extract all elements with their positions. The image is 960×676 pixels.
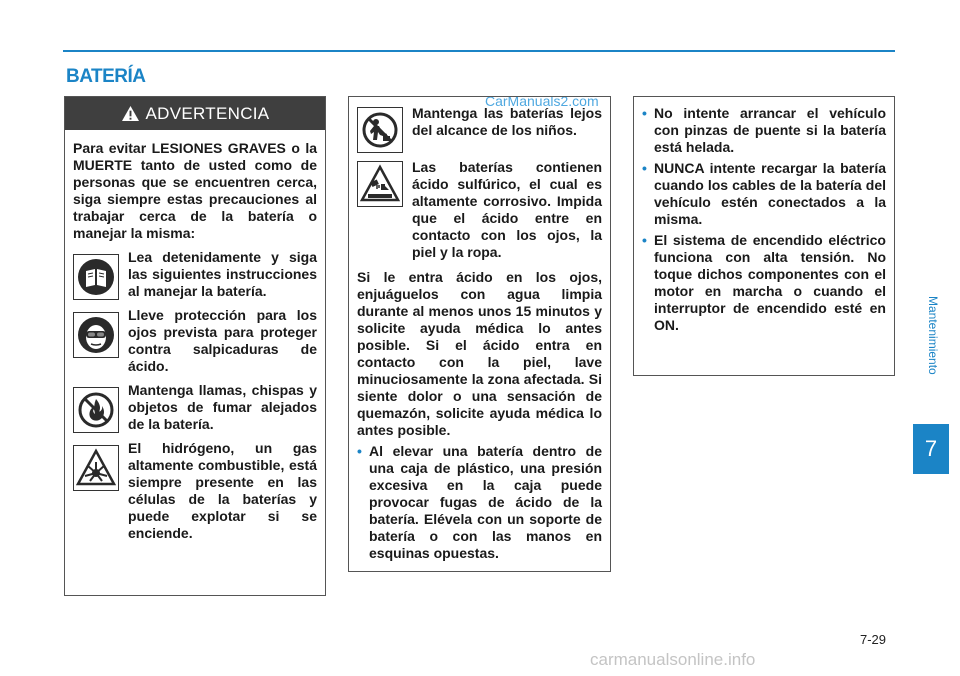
no-flames-icon: [73, 387, 119, 433]
explosive-icon: [73, 445, 119, 491]
bullet-dot-icon: •: [642, 232, 647, 248]
chapter-tab: 7: [913, 424, 949, 474]
acid-contact-paragraph: Si le entra ácido en los ojos, enjuáguelos con agua limpia durante al menos unos 15 minutos y solicite ayuda médica lo antes posible. Si el ácido entra en contacto con la piel, lave minuciosamente la zona afectada. Si siente dolor o una sensación de quemazón, solicite ayuda médica lo antes posible.: [357, 269, 602, 438]
bullet-item: [634, 97, 894, 156]
warning-item-keep-away-children: [349, 105, 610, 153]
warning-intro: Para evitar LESIONES GRAVES o la MUERTE tanto de usted como de personas que se encuentren cerca, siga siempre estas precauciones al trabajar cerca de la batería o manejar la misma:: [73, 140, 317, 241]
bullet-dot-icon: •: [642, 105, 647, 121]
warning-triangle-icon: [121, 105, 140, 122]
middle-item-text: Mantenga las baterías lejos del alcance de los niños.: [412, 105, 602, 138]
bullet-text: No intente arrancar el vehículo con pinzas de puente si la batería está helada.: [654, 105, 886, 155]
warning-header-text: ADVERTENCIA: [145, 103, 270, 123]
warning-item-text: El hidrógeno, un gas altamente combustible, está siempre presente en las células de la baterías y puede explotar si se enciende.: [128, 440, 317, 541]
bullet-text: Al elevar una batería dentro de una caja de plástico, una presión excesiva en la caja puede provocar fugas de ácido de la batería. Elévela con un soporte de batería o con las manos en esquinas opuestas.: [369, 443, 602, 561]
warning-box: [64, 96, 326, 596]
bullet-dot-icon: •: [642, 160, 647, 176]
middle-column: [348, 96, 611, 572]
top-rule: [63, 50, 895, 52]
chapter-side-label: Mantenimiento: [926, 295, 940, 375]
manual-book-icon: [73, 254, 119, 300]
right-column: [633, 96, 895, 376]
bullet-text: El sistema de encendido eléctrico funciona con alta tensión. No toque dichos componentes con el motor en marcha o cuando el interruptor de encendido esté en ON.: [654, 232, 886, 333]
warning-item-no-flames: [65, 382, 325, 433]
bullet-text: NUNCA intente recargar la batería cuando los cables de la batería del vehículo estén conectados a la misma.: [654, 160, 886, 227]
watermark-bottom: carmanualsonline.info: [590, 650, 756, 669]
keep-away-children-icon: [357, 107, 403, 153]
warning-item-eye-protection: [65, 307, 325, 375]
warning-item-text: Lea detenidamente y siga las siguientes instrucciones al manejar la batería.: [128, 249, 317, 299]
bullet-item: [634, 228, 894, 334]
bullet-item: [349, 439, 610, 562]
warning-item-explosive: [65, 440, 325, 542]
warning-item-text: Mantenga llamas, chispas y objetos de fumar alejados de la batería.: [128, 382, 317, 432]
bullet-dot-icon: •: [357, 443, 362, 459]
watermark-top: CarManuals2.com: [485, 93, 599, 109]
section-title: BATERÍA: [66, 66, 146, 87]
corrosive-icon: [357, 161, 403, 207]
warning-item-manual: [65, 249, 325, 300]
warning-item-corrosive: [349, 159, 610, 261]
page-number: 7-29: [860, 632, 887, 647]
eye-protection-icon: [73, 312, 119, 358]
bullet-item: [634, 156, 894, 228]
warning-header: [65, 97, 325, 130]
middle-item-text: Las baterías contienen ácido sulfúrico, el cual es altamente corrosivo. Impida que el ácido entre en contacto con los ojos, la piel y la ropa.: [412, 159, 602, 260]
warning-item-text: Lleve protección para los ojos prevista para proteger contra salpicaduras de ácido.: [128, 307, 317, 374]
